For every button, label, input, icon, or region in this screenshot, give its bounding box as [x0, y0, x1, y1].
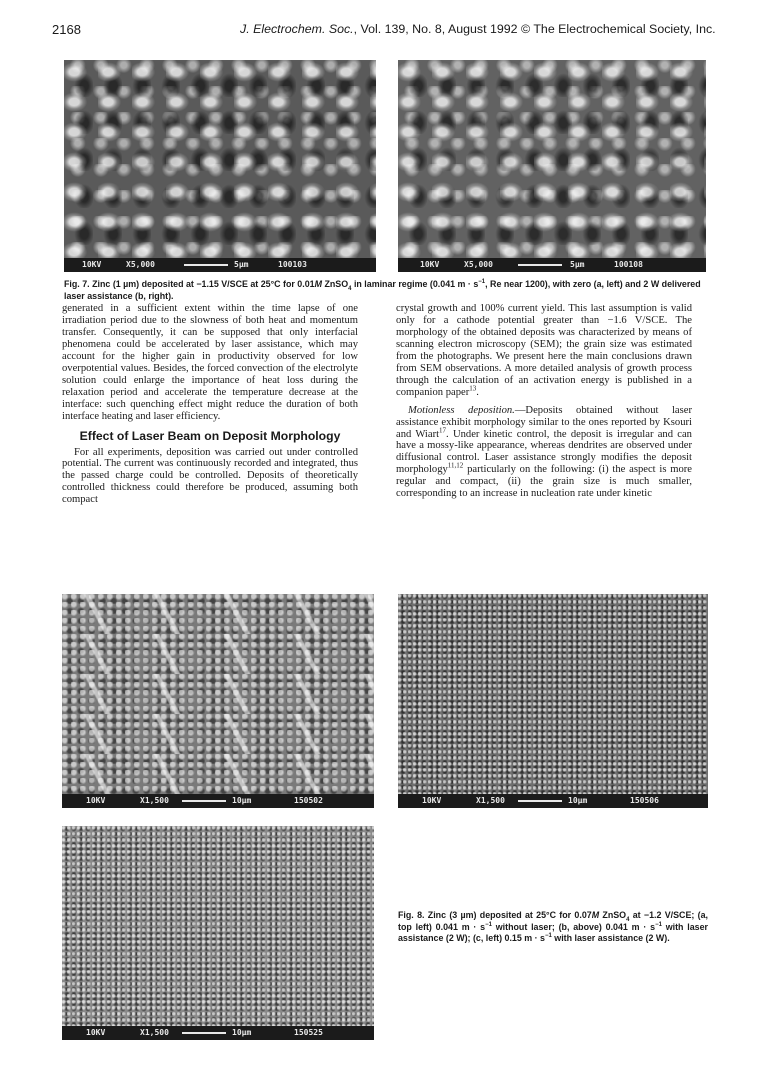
scale-bar-line: [518, 800, 562, 802]
fig8-caption-sup: −1: [544, 933, 552, 940]
reference-17: 17: [439, 426, 447, 434]
fig8-caption-molar: M: [591, 910, 600, 920]
fig7a-magnification: X5,000: [126, 260, 155, 269]
fig8-caption-part: without laser; (b, above) 0.041 m · s: [491, 921, 656, 932]
fig8b-info-bar: [398, 794, 708, 808]
fig7b-code: 100108: [614, 260, 643, 269]
page-number: 2168: [52, 22, 81, 37]
fig8c-info-bar: [62, 1026, 374, 1040]
fig8a-magnification: X1,500: [140, 796, 169, 805]
scale-bar-line: [518, 264, 562, 266]
fig7b-kv: 10KV: [420, 260, 440, 269]
fig8-caption-sup: −1: [485, 921, 492, 928]
fig8a-scale: 10µm: [232, 796, 252, 805]
fig8a-info-bar: [62, 794, 374, 808]
reference-11-12: 11,12: [447, 461, 464, 470]
fig8b-scale: 10µm: [568, 796, 588, 805]
fig8-caption-sub: 4: [626, 916, 630, 923]
reference-13: 13: [469, 384, 477, 393]
fig7a-info-bar: [64, 258, 376, 272]
right-column: [396, 303, 692, 500]
fig7b-magnification: X5,000: [464, 260, 493, 269]
fig8-caption-part: at −1.2 V/SCE; (a, top left) 0.041 m · s: [398, 910, 708, 932]
fig8a-code: 150502: [294, 796, 323, 805]
fig7-caption-sup: −1: [478, 279, 486, 286]
fig7b-micrograph: [398, 60, 706, 272]
fig8c-magnification: X1,500: [140, 1028, 169, 1037]
fig8b-kv: 10KV: [422, 796, 442, 805]
journal-name: J. Electrochem. Soc.: [240, 22, 354, 36]
fig8-caption-part: with laser assistance (2 W); (c, left) 0.15 m · s: [398, 921, 708, 943]
fig8b-micrograph: [398, 594, 708, 808]
fig7-caption-part: in laminar regime (0.041 m · s: [351, 279, 479, 289]
fig7-caption-molar: M: [314, 279, 322, 289]
right-paragraph-1-text: crystal growth and 100% current yield. This last assumption is valid only for a cathode potential greater than −1.6 V/SCE. The morphology of the obtained deposits was characterized by means of scanning electron microscopy (SEM); the grain size was estimated from the photographs. We present here the main conclusions drawn from SEM observations. A more detailed analysis of growth process through the calculation of an activation energy is published in a companion paper: [396, 303, 692, 398]
fig8a-micrograph: [62, 594, 374, 808]
fig7-caption-part: , Re near 1200), with zero (a, left) and 2 W delivered laser assistance (b, right).: [64, 279, 701, 301]
right-paragraph-1: [396, 303, 692, 399]
fig8c-scale: 10µm: [232, 1028, 252, 1037]
subsection-title: Motionless deposition.: [408, 404, 515, 416]
right-paragraph-2-text: —Deposits obtained without laser assistance exhibit morphology similar to the ones reported by Ksouri and Wiart: [396, 404, 692, 440]
fig8-caption-part: ZnSO: [599, 910, 627, 920]
fig7a-code: 100103: [278, 260, 307, 269]
fig8-caption-part: with laser assistance (2 W).: [551, 933, 670, 943]
fig7a-scale: 5µm: [234, 260, 249, 269]
left-paragraph-1: generated in a sufficient extent within the time lapse of one irradiation period due to the slowness of both heat and momentum transfer. Consequently, it can be supposed that only interfacial phenomena could be accelerated by laser assistance, which may account for the higher gain in productivity observed for low overpotential values. Besides, the forced convection of the electrolyte solution could enlarge the importance of heat loss during the relaxation period and accelerate the temperature decrease at the interface: such quenching effect might reduce the duration of both interface heating and laser efficiency.: [62, 303, 358, 422]
fig8b-code: 150506: [630, 796, 659, 805]
citation: , Vol. 139, No. 8, August 1992 © The Electrochemical Society, Inc.: [353, 22, 716, 36]
scale-bar-line: [182, 800, 226, 802]
right-paragraph-1-end: .: [476, 386, 479, 398]
right-paragraph-2: [396, 405, 692, 501]
fig8c-micrograph: [62, 826, 374, 1040]
fig7-caption-part: ZnSO: [322, 279, 349, 289]
fig7b-scale: 5µm: [570, 260, 585, 269]
right-paragraph-2-text: particularly on the following: (i) the aspect is more regular and compact, (ii) the grain size is much smaller, corresponding to an increase in nucleation rate under kinetic: [396, 464, 692, 500]
left-column: [62, 303, 358, 506]
fig8-caption-sup: −1: [655, 921, 662, 928]
scale-bar-line: [182, 1032, 226, 1034]
fig7a-micrograph: [64, 60, 376, 272]
fig7-caption-part: Fig. 7. Zinc (1 µm) deposited at −1.15 V/SCE at 25°C for 0.01: [64, 279, 315, 289]
scale-bar-line: [184, 264, 228, 266]
fig8c-code: 150525: [294, 1028, 323, 1037]
running-head: [240, 22, 716, 36]
fig8-caption-part: Fig. 8. Zinc (3 µm) deposited at 25°C for 0.07: [398, 910, 592, 920]
fig8-caption: [398, 910, 708, 945]
fig8b-magnification: X1,500: [476, 796, 505, 805]
section-heading: Effect of Laser Beam on Deposit Morphology: [79, 428, 341, 443]
fig7-caption-sub: 4: [348, 285, 352, 292]
fig7b-info-bar: [398, 258, 706, 272]
fig8a-kv: 10KV: [86, 796, 106, 805]
left-paragraph-2: For all experiments, deposition was carried out under controlled potential. The current was continuously recorded and integrated, thus the passed charge could be controlled. Deposits of theoretically controlled thickness could therefore be produced, assuming both compact: [62, 446, 358, 506]
fig8c-kv: 10KV: [86, 1028, 106, 1037]
right-paragraph-2-text: . Under kinetic control, the deposit is irregular and can have a mossy-like appearance, whereas dendrites are observed under diffusional control. Laser assistance strongly modifies the deposit morphology: [396, 428, 692, 476]
fig7a-kv: 10KV: [82, 260, 102, 269]
fig7-caption: [64, 279, 708, 302]
